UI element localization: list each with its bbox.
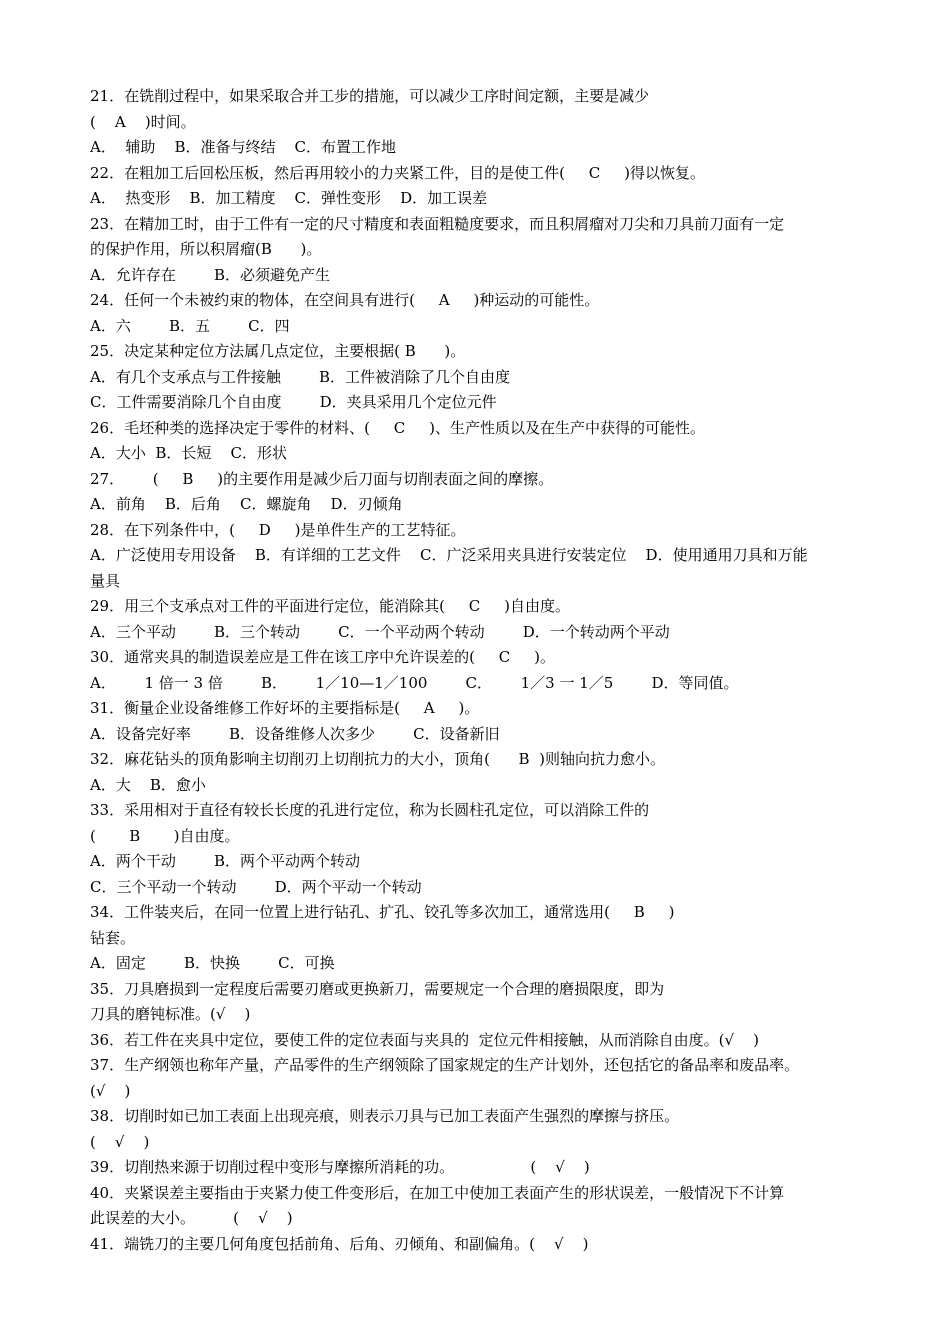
text-line: 21．在铣削过程中，如果采取合并工步的措施，可以减少工序时间定额，主要是减少	[90, 87, 650, 105]
text-line: ( B )自由度。	[90, 826, 240, 845]
text-line: 32．麻花钻头的顶角影响主切削刃上切削抗力的大小，顶角( B )则轴向抗力愈小。	[90, 750, 665, 768]
text-line: 40．夹紧误差主要指由于夹紧力使工件变形后，在加工中使加工表面产生的形状误差，一般情况下不计算	[90, 1183, 785, 1202]
text-line: A．固定 B．快换 C．可换	[90, 954, 335, 972]
text-line: 30．通常夹具的制造误差应是工件在该工序中允许误差的( C )。	[90, 648, 555, 666]
text-line: A．前角 B．后角 C．螺旋角 D．刃倾角	[90, 495, 403, 513]
text-line: 刀具的磨钝标准。(√ )	[90, 1005, 251, 1023]
text-line: 29．用三个支承点对工件的平面进行定位，能消除其( C )自由度。	[90, 597, 570, 615]
text-line: 24．任何一个未被约束的物体，在空间具有进行( A )种运动的可能性。	[90, 291, 600, 309]
text-line: 26．毛坯种类的选择决定于零件的材料、( C )、生产性质以及在生产中获得的可能性。	[90, 418, 705, 437]
text-line: ( A )时间。	[90, 112, 196, 131]
text-line: 37．生产纲领也称年产量，产品零件的生产纲领除了国家规定的生产计划外，还包括它的备品率和废品率。	[90, 1056, 800, 1074]
text-line: A．设备完好率 B．设备维修人次多少 C．设备新旧	[90, 724, 500, 743]
text-line: A．两个干动 B．两个平动两个转动	[90, 852, 361, 870]
text-line: 39．切削热来源于切削过程中变形与摩擦所消耗的功。 ( √ )	[90, 1158, 590, 1176]
text-line: 钻套。	[90, 928, 136, 947]
text-line: A．有几个支承点与工件接触 B．工件被消除了几个自由度	[90, 367, 511, 386]
text-line: A． 热变形 B．加工精度 C．弹性变形 D．加工误差	[90, 189, 488, 207]
question-list	[90, 84, 880, 1257]
text-line: 22．在粗加工后回松压板，然后再用较小的力夹紧工件，目的是使工件( C )得以恢复。	[90, 163, 705, 182]
text-line: 的保护作用，所以积屑瘤(B )。	[90, 240, 322, 258]
text-line: A．允许存在 B．必须避免产生	[90, 265, 331, 284]
text-line: A． 辅助 B．准备与终结 C．布置工作地	[90, 138, 397, 156]
text-line: 38．切削时如已加工表面上出现亮痕，则表示刀具与已加工表面产生强烈的摩擦与挤压。	[90, 1107, 680, 1125]
text-line: 量具	[90, 571, 121, 590]
text-line: A．六 B．五 C．四	[90, 316, 290, 335]
text-line: 35．刀具磨损到一定程度后需要刃磨或更换新刀，需要规定一个合理的磨损限度，即为	[90, 979, 665, 998]
text-line: C．工件需要消除几个自由度 D．夹具采用几个定位元件	[90, 393, 497, 411]
text-line: 此误差的大小。 ( √ )	[90, 1209, 293, 1227]
text-line: 34．工件装夹后，在同一位置上进行钻孔、扩孔、铰孔等多次加工，通常选用( B )	[90, 903, 675, 921]
text-line: 33．采用相对于直径有较长长度的孔进行定位，称为长圆柱孔定位，可以消除工件的	[90, 801, 650, 819]
text-line: 41．端铣刀的主要几何角度包括前角、后角、刃倾角、和副偏角。( √ )	[90, 1234, 589, 1253]
text-line: 25．决定某种定位方法属几点定位，主要根据( B )。	[90, 342, 466, 360]
text-line: 31．衡量企业设备维修工作好坏的主要指标是( A )。	[90, 699, 480, 717]
text-line: 23．在精加工时，由于工件有一定的尺寸精度和表面粗糙度要求，而且积屑瘤对刀尖和刀具前刀面有一定	[90, 214, 785, 233]
text-line: A．大 B．愈小	[90, 775, 206, 794]
text-line: A． 1 倍一 3 倍 B． 1／10—1／100 C． 1／3 一 1／5 D．等同值。	[90, 673, 739, 692]
text-line: 28．在下列条件中，( D )是单件生产的工艺特征。	[90, 520, 466, 539]
text-line: ( √ )	[90, 1132, 150, 1151]
text-line: A．大小 B．长短 C．形状	[90, 444, 287, 462]
text-line: A．广泛使用专用设备 B．有详细的工艺文件 C．广泛采用夹具进行安装定位 D．使用通用刀具和万能	[90, 546, 808, 564]
text-line: A．三个平动 B．三个转动 C．一个平动两个转动 D．一个转动两个平动	[90, 622, 670, 641]
text-line: 36．若工件在夹具中定位，要使工件的定位表面与夹具的 定位元件相接触，从而消除自由度。(√ )	[90, 1030, 759, 1049]
text-line: C．三个平动一个转动 D．两个平动一个转动	[90, 877, 422, 896]
text-line: 27． ( B )的主要作用是减少后刀面与切削表面之间的摩擦。	[90, 469, 554, 488]
text-line: (√ )	[90, 1081, 131, 1100]
